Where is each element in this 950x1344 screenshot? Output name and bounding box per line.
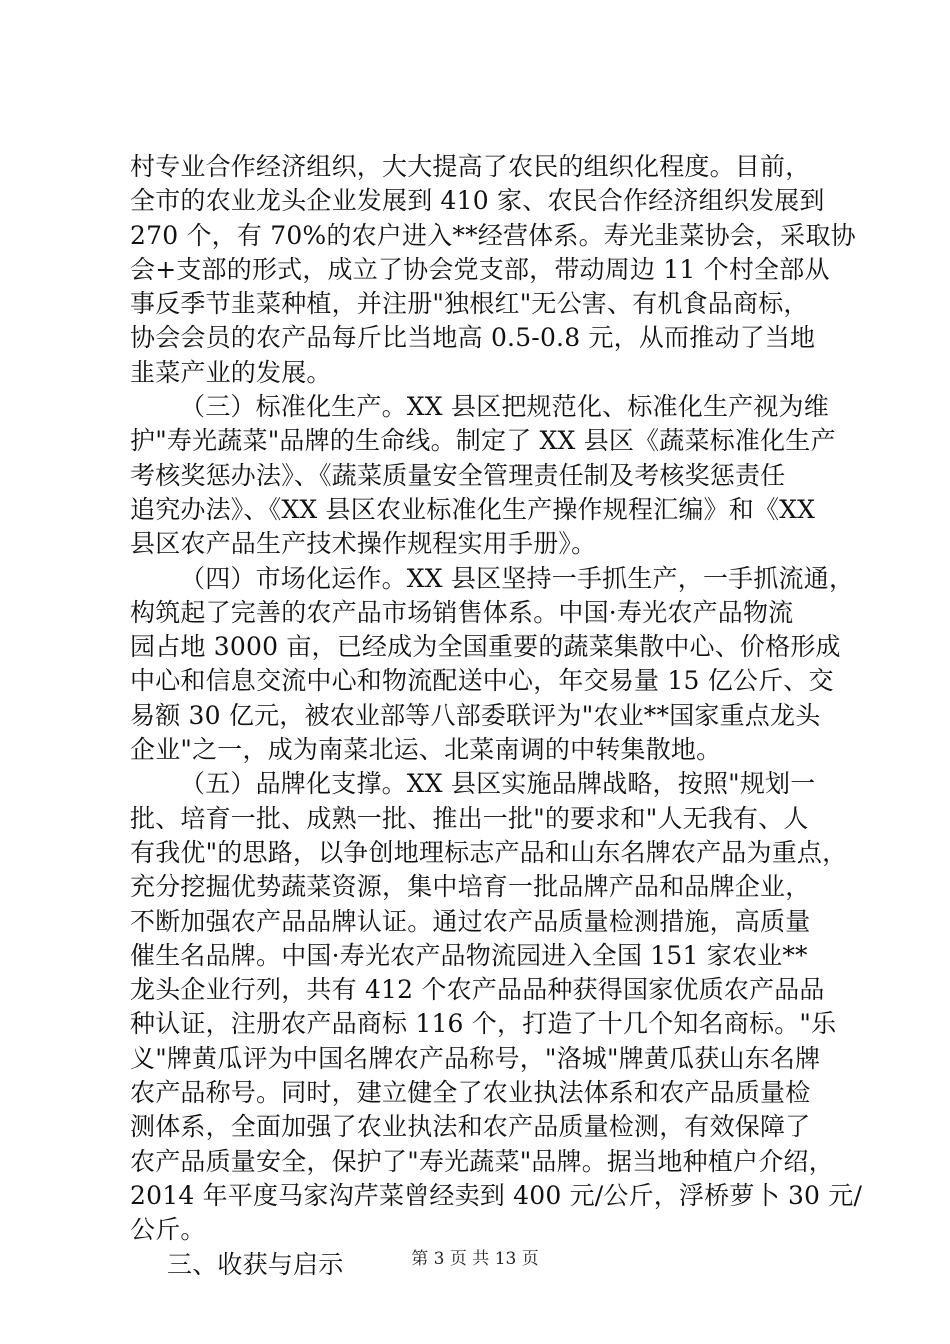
text-line: 测体系，全面加强了农业执法和农产品质量检测，有效保障了 — [130, 1112, 811, 1142]
paragraph-market-operation — [130, 562, 855, 768]
paragraph-brand-support — [130, 767, 863, 1247]
text-line: 追究办法》、《XX 县区农业标准化生产操作规程汇编》和《XX — [130, 494, 816, 524]
text-line: 有我优"的思路，以争创地理标志产品和山东名牌农产品为重点， — [130, 837, 848, 867]
text-line: 种认证，注册农产品商标 116 个，打造了十几个知名商标。"乐 — [130, 1009, 837, 1039]
text-line: 催生名品牌。中国·寿光农产品物流园进入全国 151 家农业** — [130, 940, 808, 970]
text-line: 考核奖惩办法》、《蔬菜质量安全管理责任制及考核奖惩责任 — [130, 460, 786, 490]
text-line: 园占地 3000 亩，已经成为全国重要的蔬菜集散中心、价格形成 — [130, 632, 841, 662]
document-body — [130, 150, 863, 1282]
text-line: 全市的农业龙头企业发展到 410 家、农民合作经济组织发展到 — [130, 186, 825, 216]
text-line: 易额 30 亿元，被农业部等八部委联评为"农业**国家重点龙头 — [130, 700, 821, 730]
text-line: 企业"之一，成为南菜北运、北菜南调的中转集散地。 — [130, 735, 722, 765]
section-heading: 三、收获与启示 — [167, 1249, 344, 1279]
text-line: 事反季节韭菜种植，并注册"独根红"无公害、有机食品商标， — [130, 289, 809, 319]
text-line: 批、培育一批、成熟一批、推出一批"的要求和"人无我有、人 — [130, 803, 809, 833]
text-line: 韭菜产业的发展。 — [130, 357, 332, 387]
text-line: 中心和信息交流中心和物流配送中心，年交易量 15 亿公斤、交 — [130, 666, 834, 696]
paragraph-standardized-production — [130, 390, 836, 561]
text-line: 充分挖掘优势蔬菜资源，集中培育一批品牌产品和品牌企业， — [130, 872, 811, 902]
text-line: 2014 年平度马家沟芹菜曾经卖到 400 元/公斤，浮桥萝卜 30 元/ — [130, 1180, 863, 1210]
text-line: 龙头企业行列，共有 412 个农产品品种获得国家优质农产品品 — [130, 975, 825, 1005]
text-line: 公斤。 — [130, 1215, 206, 1245]
text-line: 协会会员的农产品每斤比当地高 0.5-0.8 元，从而推动了当地 — [130, 323, 816, 353]
text-line: 义"牌黄瓜评为中国名牌农产品称号，"洛城"牌黄瓜获山东名牌 — [130, 1043, 821, 1073]
text-line: 护"寿光蔬菜"品牌的生命线。制定了 XX 县区《蔬菜标准化生产 — [130, 426, 836, 456]
text-line: 会+支部的形式，成立了协会党支部，带动周边 11 个村全部从 — [130, 254, 830, 284]
text-line: 农产品质量安全，保护了"寿光蔬菜"品牌。据当地种植户介绍， — [130, 1146, 834, 1176]
text-line: （三）标准化生产。XX 县区把规范化、标准化生产视为维 — [180, 392, 829, 422]
text-line: 构筑起了完善的农产品市场销售体系。中国·寿光农产品物流 — [130, 597, 794, 627]
text-line: 村专业合作经济组织，大大提高了农民的组织化程度。目前， — [130, 152, 811, 181]
text-line: （五）品牌化支撑。XX 县区实施品牌战略，按照"规划一 — [180, 769, 816, 799]
text-line: 农产品称号。同时，建立健全了农业执法体系和农产品质量检 — [130, 1078, 811, 1108]
text-line: （四）市场化运作。XX 县区坚持一手抓生产，一手抓流通， — [180, 563, 855, 593]
text-line: 不断加强农产品品牌认证。通过农产品质量检测措施，高质量 — [130, 906, 811, 936]
text-line: 县区农产品生产技术操作规程实用手册》。 — [130, 529, 597, 559]
page-footer: 第 3 页 共 13 页 — [411, 1249, 539, 1269]
text-line: 270 个，有 70%的农户进入**经营体系。寿光韭菜协会，采取协 — [130, 220, 856, 250]
paragraph-cooperative-organizations — [130, 150, 856, 390]
